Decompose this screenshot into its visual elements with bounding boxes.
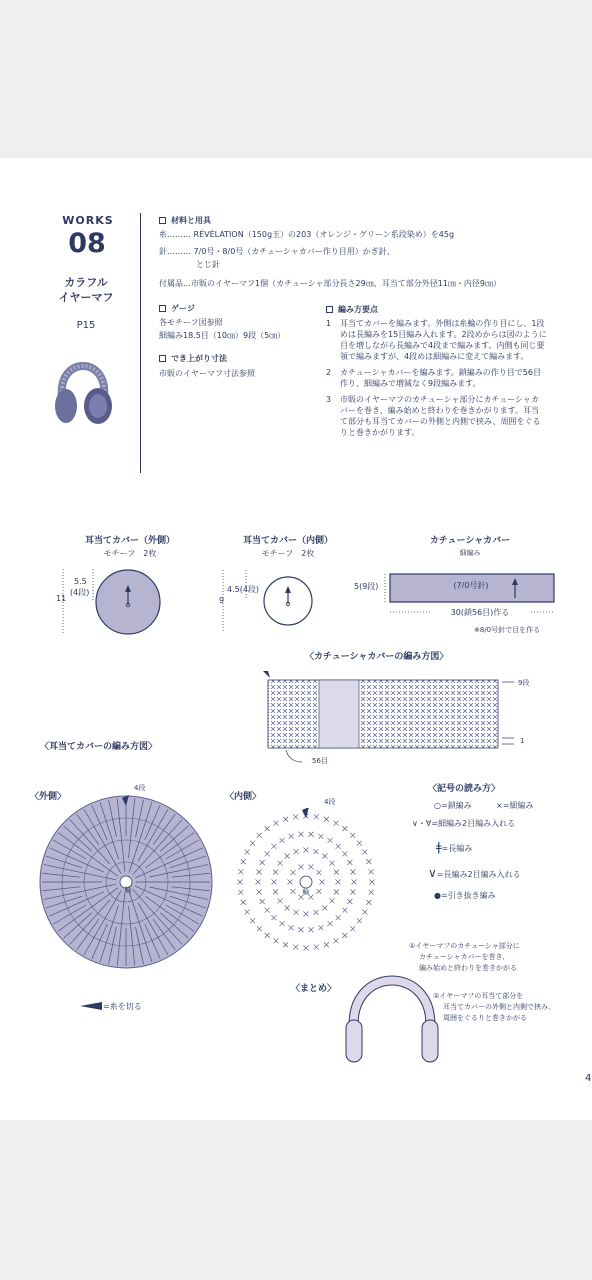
band-sub: 細編み	[459, 549, 481, 557]
pattern-page	[0, 158, 592, 1120]
cut-yarn-label: =糸を切る	[103, 1002, 142, 1011]
assembly-title: 〈まとめ〉	[291, 984, 337, 994]
dc-symbol-icon: ǂ	[436, 840, 442, 854]
step-3: 3 市販のイヤーマフのカチューシャ部分にカチューシャカ バーを巻き、編み始めと終わりを巻きかがります。耳当 て部分も耳当てカバーの外側と内側で挟み、周囲をぐる りと巻きかがります。	[326, 395, 541, 437]
inner-title: 耳当てカバー（内側）	[242, 536, 333, 546]
gauge-line1: 各モチーフ図参照	[159, 318, 223, 327]
legend-sc-inc: ∨・∀=細編み2目編み入れる	[412, 819, 516, 828]
materials-needle: 針……… 7/0号・8/0号（カチューシャカバー作り目用）かぎ針、	[159, 247, 395, 256]
title-line2: イヤーマフ	[58, 291, 114, 304]
column-divider	[140, 213, 141, 473]
inner-motif	[216, 566, 326, 634]
gauge-heading: ゲージ	[159, 303, 195, 314]
outer-sub: モチーフ 2枚	[103, 549, 157, 558]
assembly-note2-l1: ②イヤーマフの耳当て部分を	[433, 992, 524, 1000]
works-label: WORKS	[62, 214, 114, 227]
inner-dim-total: 9	[219, 596, 225, 605]
band-needle: (7/0号針)	[453, 581, 489, 590]
assembly-note2-l2: 耳当てカバーの外側と内側で挟み、	[443, 1003, 556, 1011]
materials-heading: 材料と用具	[159, 215, 211, 226]
legend-title: 〈記号の読み方〉	[428, 784, 501, 794]
band-dim-w: 30(鎖56目)作る	[430, 607, 530, 618]
sc-symbol-icon: ×	[496, 801, 503, 810]
gauge-line2: 細編み18.5目（10㎝）9段（5㎝）	[159, 331, 286, 340]
outer-dim-total: 11	[56, 594, 67, 603]
cut-yarn-icon	[80, 1002, 104, 1010]
works-number: 08	[68, 228, 106, 259]
steps-heading: 編み方要点	[326, 304, 378, 315]
assembly-note1-l1: ①イヤーマフのカチューシャ部分に	[409, 942, 520, 950]
title-line1: カラフル	[64, 276, 108, 289]
slip-symbol-icon: ●	[434, 891, 441, 900]
ear-chart-title: 〈耳当てカバーの編み方図〉	[40, 742, 158, 752]
band-row-bottom: 1	[520, 737, 525, 745]
outer-title: 耳当てカバー（外側）	[84, 536, 175, 546]
page-ref: P15	[76, 320, 96, 331]
assembly-note1-l2: カチューシャカバーを巻き、	[419, 953, 510, 961]
band-stitches: 56目	[312, 757, 328, 765]
assembly-note1-l3: 編み始めと終わりを巻きかがる	[419, 964, 517, 972]
finished-line1: 市販のイヤーマフ寸法参照	[159, 369, 255, 378]
legend-dc: ǂ=長編み	[436, 840, 473, 854]
inner-sub: モチーフ 2枚	[261, 549, 315, 558]
finished-heading: でき上がり寸法	[159, 353, 227, 364]
band-chart-title: 〈カチューシャカバーの編み方図〉	[305, 652, 449, 662]
band-note: ※8/0号針で目を作る	[474, 626, 541, 634]
materials-accessories: 付属品…市販のイヤーマフ1個（カチューシャ部分長さ29㎝、耳当て部分外径11㎝・内径9㎝）	[159, 279, 501, 288]
assembly-earmuff	[342, 970, 442, 1070]
inner-dim-a: 4.5(4段)	[227, 585, 260, 594]
earmuff-photo	[50, 346, 116, 428]
steps-list	[326, 318, 588, 438]
assembly-note2-l3: 周囲をぐるりと巻きかがる	[443, 1014, 527, 1022]
outer-label: 〈外側〉	[30, 792, 67, 802]
outer-dim-a: 5.5	[74, 577, 87, 586]
page-number: 4	[585, 1073, 592, 1084]
band-title: カチューシャカバー	[429, 536, 511, 546]
materials-needle-2: とじ針	[196, 260, 220, 269]
outer-motif	[56, 563, 166, 638]
outer-row4: 4段	[134, 784, 146, 792]
legend-slip: ●=引き抜き編み	[434, 891, 496, 900]
dc-inc-symbol-icon: ∨	[428, 866, 437, 880]
inner-chart	[232, 808, 380, 956]
band-chart	[258, 666, 538, 772]
inner-label: 〈内側〉	[225, 792, 262, 802]
outer-dim-b: (4段)	[70, 588, 90, 597]
legend-dc-inc: ∨=長編み2目編み入れる	[428, 866, 521, 880]
inner-row4: 4段	[324, 798, 336, 806]
band-row-top: 9段	[518, 679, 530, 687]
outer-ring-label: 輪	[124, 886, 132, 894]
legend-chain: ○=鎖編み	[434, 801, 472, 810]
outer-chart	[38, 794, 214, 970]
sc-inc-symbol-icon: ∨・∀	[412, 819, 432, 828]
band-dim-h: 5(9段)	[354, 582, 379, 591]
legend-sc: ×=細編み	[496, 801, 534, 810]
step-1: 1 耳当てカバーを編みます。外側は糸輪の作り目にし、1段 めは長編みを15目編み入れます。2段めからは図のように 目を増しながら長編みで4段まで編みます。内側も同じ要 領で編みますが、4段めは細編みに変えて編みます。	[326, 319, 547, 361]
inner-ring-label: 輪	[302, 888, 310, 896]
materials-yarn: 糸……… RÉVÉLATION（150g玉）の203（オレンジ・グリーン系段染め）を45g	[159, 230, 455, 239]
step-2: 2 カチューシャカバーを編みます。鎖編みの作り目で56目 作り、細編みで増減なく9段編みます。	[326, 368, 541, 388]
chain-symbol-icon: ○	[434, 801, 441, 810]
